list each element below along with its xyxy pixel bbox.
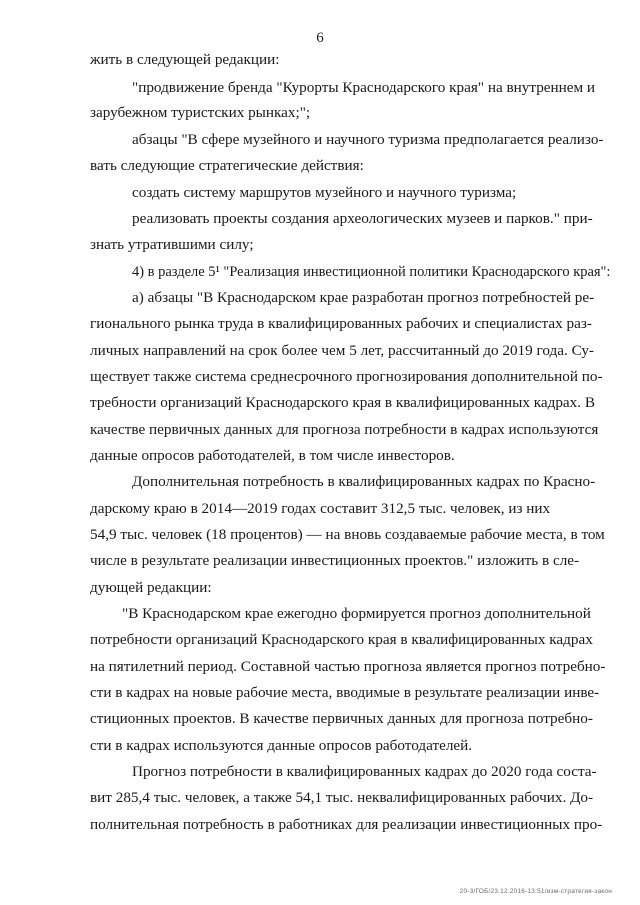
- text-line: ществует также система среднесрочного прогнозирования дополнительной по-: [90, 368, 603, 385]
- text-line: сти в кадрах на новые рабочие места, вводимые в результате реализации инве-: [90, 684, 600, 701]
- text-line: зарубежном туристских рынках;";: [90, 104, 311, 121]
- text-line: Дополнительная потребность в квалифицированных кадрах по Красно-: [132, 473, 596, 490]
- text-line: качестве первичных данных для прогноза потребности в кадрах используются: [90, 421, 599, 438]
- text-line: вит 285,4 тыс. человек, а также 54,1 тыс. неквалифицированных рабочих. До-: [90, 789, 594, 806]
- text-line: 54,9 тыс. человек (18 процентов) — на вновь создаваемые рабочие места, в том: [90, 526, 605, 543]
- text-line: потребности организаций Краснодарского края в квалифицированных кадрах: [90, 631, 593, 648]
- text-line: реализовать проекты создания археологических музеев и парков." при-: [132, 210, 593, 227]
- text-line: "В Краснодарском крае ежегодно формируется прогноз дополнительной: [122, 605, 591, 622]
- text-line: требности организаций Краснодарского края в квалифицированных кадрах. В: [90, 394, 595, 411]
- text-line: жить в следующей редакции:: [90, 51, 280, 68]
- text-line: а) абзацы "В Краснодарском крае разработан прогноз потребностей ре-: [132, 289, 595, 306]
- text-line: гионального рынка труда в квалифицированных рабочих и специалистах раз-: [90, 315, 592, 332]
- text-line: абзацы "В сфере музейного и научного туризма предполагается реализо-: [132, 131, 604, 148]
- text-line: дующей редакции:: [90, 579, 212, 596]
- text-line: знать утратившими силу;: [90, 236, 254, 253]
- text-line: 4) в разделе 5¹ "Реализация инвестиционной политики Краснодарского края":: [132, 263, 611, 280]
- text-line: стиционных проектов. В качестве первичных данных для прогноза потребно-: [90, 710, 593, 727]
- text-line: полнительная потребность в работниках для реализации инвестиционных про-: [90, 816, 603, 833]
- page-number: 6: [316, 30, 324, 46]
- text-line: личных направлений на срок более чем 5 лет, рассчитанный до 2019 года. Су-: [90, 342, 594, 359]
- text-line: данные опросов работодателей, в том числе инвесторов.: [90, 447, 455, 464]
- text-line: Прогноз потребности в квалифицированных кадрах до 2020 года соста-: [132, 763, 597, 780]
- text-line: вать следующие стратегические действия:: [90, 157, 364, 174]
- text-line: числе в результате реализации инвестиционных проектов." изложить в сле-: [90, 552, 580, 569]
- text-line: создать систему маршрутов музейного и научного туризма;: [132, 184, 517, 201]
- text-line: "продвижение бренда "Курорты Краснодарского края" на внутреннем и: [132, 79, 596, 96]
- text-line: дарскому краю в 2014—2019 годах составит 312,5 тыс. человек, из них: [90, 500, 551, 517]
- text-line: на пятилетний период. Составной частью прогноза является прогноз потребно-: [90, 658, 606, 675]
- text-line: сти в кадрах используются данные опросов работодателей.: [90, 737, 473, 754]
- footer-file-code: 20-3/ГОБ/23.12.2016-13:51/изм-стратегия-закон: [459, 888, 612, 895]
